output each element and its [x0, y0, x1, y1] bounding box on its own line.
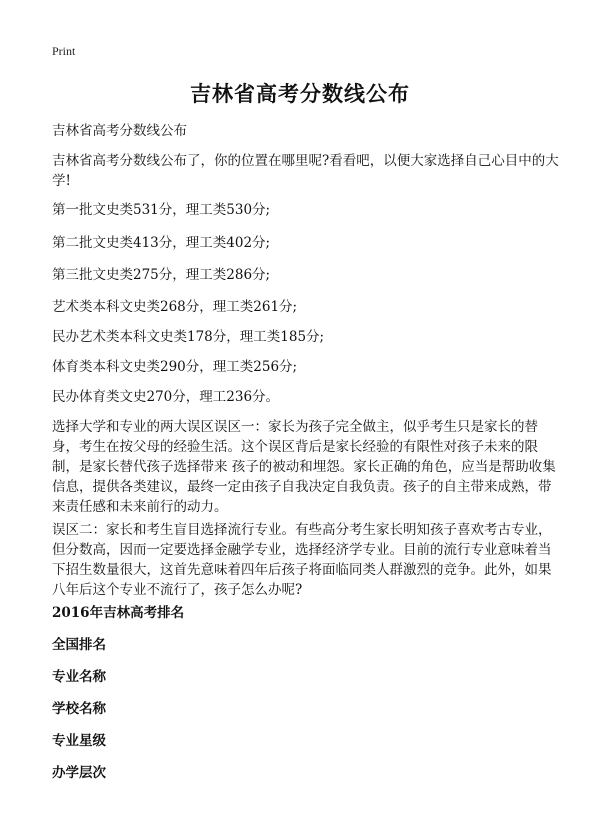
- ranking-field-major-name: 专业名称: [52, 669, 106, 685]
- intro-paragraph: 吉林省高考分数线公布了，你的位置在哪里呢?看看吧，以便大家选择自己心目中的大学!: [52, 153, 559, 189]
- ranking-heading: 2016年吉林高考排名: [52, 605, 185, 621]
- score-line-3: 第三批文史类275分，理工类286分;: [52, 267, 271, 283]
- paragraph-myth-two: 误区二：家长和考生盲目选择流行专业。有些高分考生家长明知孩子喜欢考古专业，但分数高，因而一定要选择金融学专业，选择经济学专业。目前的流行专业意味着当下招生数量很大，这首先意味着四年后孩子将面临同类人群激烈的竞争。此外，如果八年后这个专业不流行了，孩子怎么办呢?: [52, 522, 552, 598]
- page-title: 吉林省高考分数线公布: [190, 81, 410, 106]
- ranking-field-national-rank: 全国排名: [52, 637, 106, 653]
- ranking-field-major-stars: 专业星级: [52, 733, 106, 749]
- score-line-6: 体育类本科文史类290分，理工类256分;: [52, 359, 298, 375]
- ranking-field-school-name: 学校名称: [52, 701, 106, 717]
- subtitle: 吉林省高考分数线公布: [52, 123, 187, 139]
- print-link[interactable]: Print: [52, 44, 76, 58]
- score-line-1: 第一批文史类531分，理工类530分;: [52, 202, 271, 218]
- score-line-2: 第二批文史类413分，理工类402分;: [52, 235, 271, 251]
- paragraph-myth-one: 选择大学和专业的两大误区误区一：家长为孩子完全做主，似乎考生只是家长的替身，考生在按父母的经验生活。这个误区背后是家长经验的有限性对孩子未来的限制，是家长替代孩子选择带来 孩子的被动和埋怨。家长正确的角色，应当是帮助收集信息，提供各类建议，最终一定由孩子自我决定自我负责。孩子的自主带来成熟，带来责任感和未来前行的动力。: [52, 419, 556, 515]
- ranking-field-school-level: 办学层次: [52, 765, 106, 781]
- score-line-4: 艺术类本科文史类268分，理工类261分;: [52, 299, 298, 315]
- score-line-7: 民办体育类文史270分，理工236分。: [52, 389, 280, 405]
- score-line-5: 民办艺术类本科文史类178分，理工类185分;: [52, 329, 325, 345]
